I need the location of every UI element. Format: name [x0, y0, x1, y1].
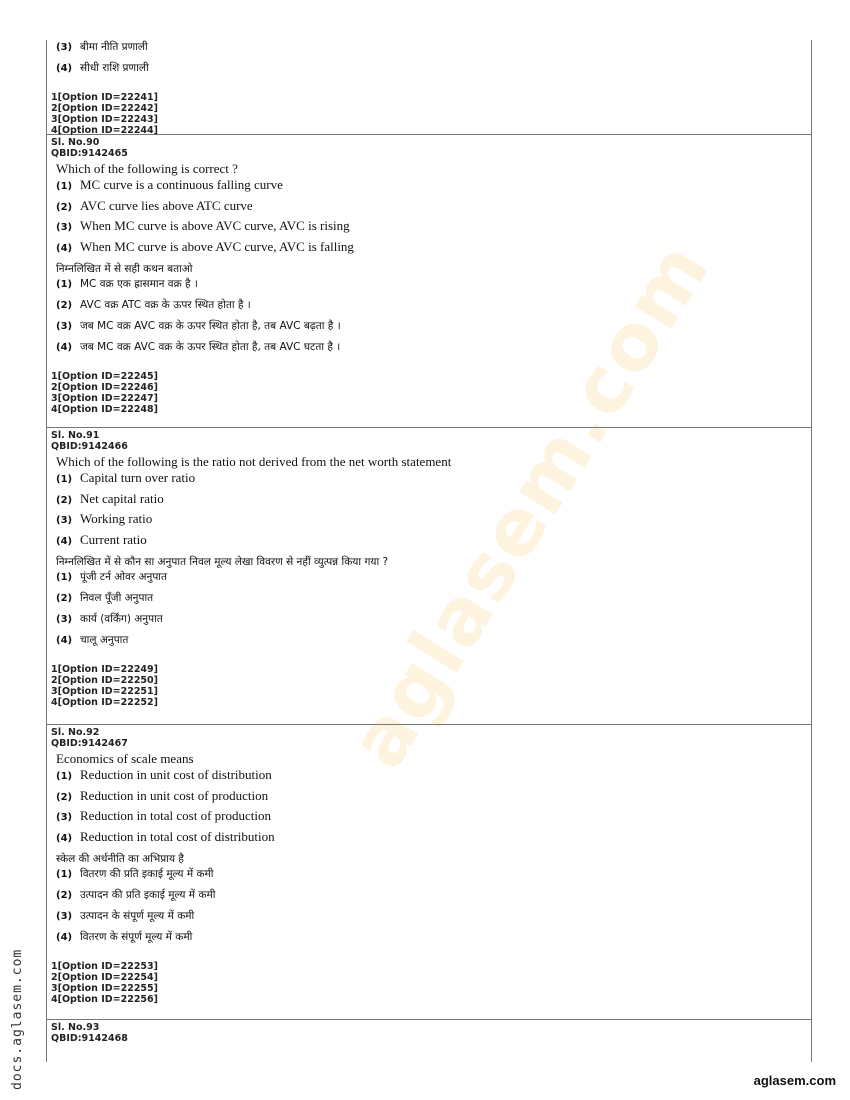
- option-hi: (4) जब MC वक्र AVC वक्र के ऊपर स्थित होता है, तब AVC घटता है ।: [56, 341, 341, 353]
- option-ids: 1[Option ID=22253] 2[Option ID=22254] 3[Option ID=22255] 4[Option ID=22256]: [51, 961, 158, 1005]
- option-ids: 1[Option ID=22245] 2[Option ID=22246] 3[Option ID=22247] 4[Option ID=22248]: [51, 371, 158, 415]
- question-text-en: Which of the following is correct ?: [56, 161, 238, 176]
- side-watermark-text: docs.aglasem.com: [10, 948, 25, 1090]
- question-paper: [46, 40, 812, 1062]
- watermark: aglasem.com: [333, 226, 729, 784]
- option-en: (1) MC curve is a continuous falling curve: [56, 177, 283, 192]
- option-en: (4) Current ratio: [56, 531, 147, 547]
- question-block-91: [47, 428, 811, 725]
- serial-number: Sl. No.90: [51, 137, 100, 148]
- question-block-89-tail: [47, 40, 811, 135]
- question-text-en: Which of the following is the ratio not derived from the net worth statement: [56, 454, 452, 469]
- option-hi: (1) वितरण की प्रति इकाई मूल्य में कमी: [56, 868, 214, 880]
- option-3: (3) बीमा नीति प्रणाली: [56, 41, 148, 53]
- qbid: QBID:9142466: [51, 441, 128, 452]
- option-hi: (2) उत्पादन की प्रति इकाई मूल्य में कमी: [56, 889, 216, 901]
- option-hi: (1) MC वक्र एक ह्रासमान वक्र है ।: [56, 278, 198, 290]
- option-en: (3) When MC curve is above AVC curve, AVC is rising: [56, 218, 350, 233]
- question-text-hi: स्केल की अर्थनीति का अभिप्राय है: [56, 853, 184, 865]
- option-ids: 1[Option ID=22241] 2[Option ID=22242] 3[Option ID=22243] 4[Option ID=22244]: [51, 92, 158, 136]
- option-hi: (3) उत्पादन के संपूर्ण मूल्य में कमी: [56, 910, 195, 922]
- footer-brand: aglasem.com: [753, 1073, 836, 1088]
- option-en: (1) Reduction in unit cost of distribution: [56, 767, 272, 782]
- option-hi: (2) AVC वक्र ATC वक्र के ऊपर स्थित होता है ।: [56, 299, 251, 311]
- question-block-92: [47, 725, 811, 1020]
- serial-number: Sl. No.92: [51, 727, 100, 738]
- option-hi: (4) वितरण के संपूर्ण मूल्य में कमी: [56, 931, 193, 943]
- option-en: (2) Reduction in unit cost of production: [56, 787, 269, 803]
- option-en: (1) Capital turn over ratio: [56, 470, 196, 485]
- option-en: (2) AVC curve lies above ATC curve: [56, 197, 253, 213]
- option-hi: (3) कार्य (वर्किंग) अनुपात: [56, 613, 163, 625]
- option-hi: (2) निवल पूँजी अनुपात: [56, 592, 154, 604]
- option-en: (2) Net capital ratio: [56, 490, 164, 506]
- qbid: QBID:9142467: [51, 738, 128, 749]
- question-text-hi: निम्नलिखित में से सही कथन बताओ: [56, 263, 193, 275]
- question-text-hi: निम्नलिखित में से कौन सा अनुपात निवल मूल्य लेखा विवरण से नहीं व्युत्पन्न किया गया ?: [56, 556, 389, 568]
- option-hi: (1) पूंजी टर्न ओवर अनुपात: [56, 571, 167, 583]
- option-en: (4) When MC curve is above AVC curve, AVC is falling: [56, 238, 354, 254]
- option-en: (4) Reduction in total cost of distribution: [56, 828, 275, 844]
- option-en: (3) Working ratio: [56, 511, 153, 526]
- serial-number: Sl. No.93: [51, 1022, 100, 1033]
- qbid: QBID:9142468: [51, 1033, 128, 1044]
- option-en: (3) Reduction in total cost of production: [56, 808, 271, 823]
- serial-number: Sl. No.91: [51, 430, 100, 441]
- question-block-93: [47, 1020, 811, 1044]
- option-ids: 1[Option ID=22249] 2[Option ID=22250] 3[Option ID=22251] 4[Option ID=22252]: [51, 664, 158, 708]
- option-hi: (4) चालू अनुपात: [56, 634, 129, 646]
- question-block-90: [47, 135, 811, 428]
- question-text-en: Economics of scale means: [56, 751, 194, 766]
- qbid: QBID:9142465: [51, 148, 128, 159]
- option-4: (4) सीधी राशि प्रणाली: [56, 62, 149, 74]
- option-hi: (3) जब MC वक्र AVC वक्र के ऊपर स्थित होता है, तब AVC बढ़ता है ।: [56, 320, 341, 332]
